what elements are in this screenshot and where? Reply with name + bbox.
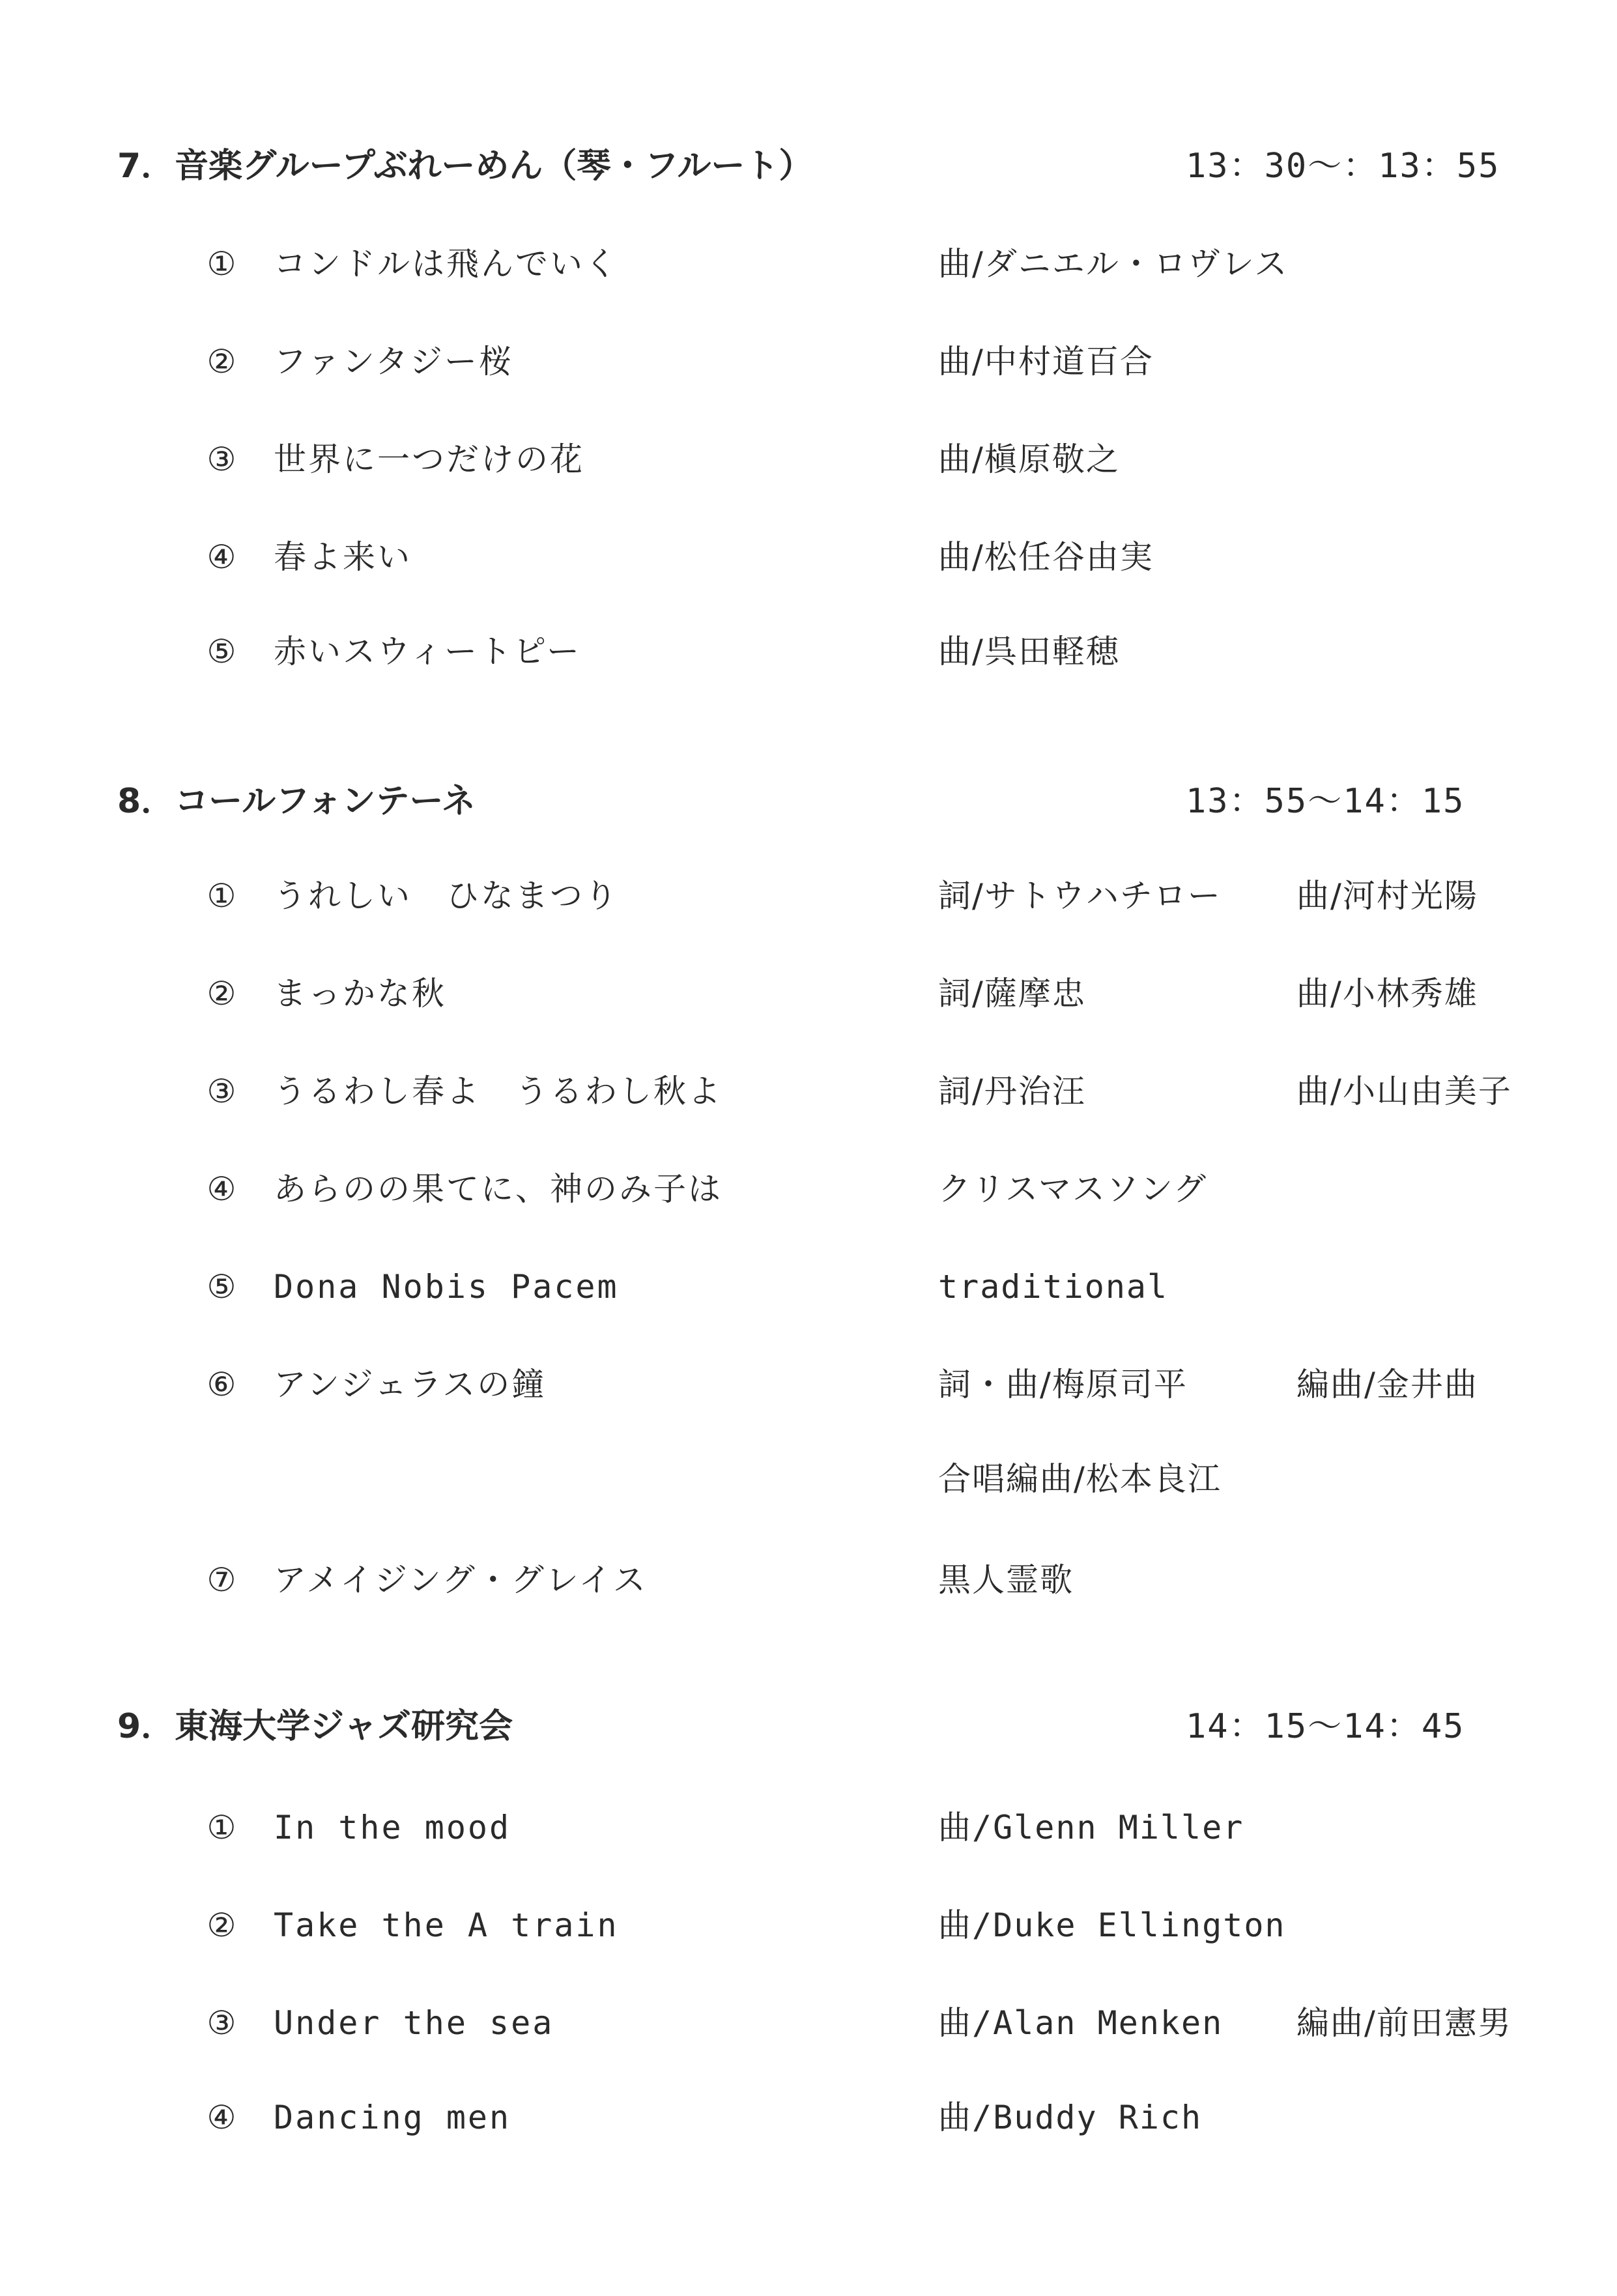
item-number: ⑥ bbox=[207, 1366, 236, 1403]
program-item-continuation bbox=[195, 1450, 1538, 1508]
song-title: Dona Nobis Pacem bbox=[274, 1268, 619, 1306]
song-music-credit: 曲/河村光陽 bbox=[1296, 877, 1478, 915]
song-title: うれしい ひなまつり bbox=[274, 877, 619, 915]
program-item bbox=[195, 430, 1538, 489]
song-credit: 黒人霊歌 bbox=[938, 1561, 1074, 1599]
song-credit: 曲/Buddy Rich bbox=[938, 2099, 1203, 2136]
song-lyrics-credit: 詞/薩摩忠 bbox=[938, 975, 1086, 1012]
section-7-header bbox=[117, 137, 1498, 195]
song-lyrics-credit: 詞/サトウハチロー bbox=[938, 877, 1222, 915]
song-title: ファンタジー桜 bbox=[274, 343, 513, 380]
program-item bbox=[195, 867, 1538, 925]
section-title: 7．音楽グループぶれーめん（琴・フルート） bbox=[117, 147, 813, 186]
item-number: ⑤ bbox=[207, 1268, 236, 1306]
song-title: 世界に一つだけの花 bbox=[274, 440, 584, 478]
song-arrangement-credit: 編曲/前田憲男 bbox=[1296, 2004, 1512, 2042]
item-number: ① bbox=[207, 245, 236, 283]
song-credit: 曲/槇原敬之 bbox=[938, 440, 1120, 478]
program-item bbox=[195, 1257, 1538, 1316]
song-title: まっかな秋 bbox=[274, 975, 446, 1012]
section-time: 13：55～14：15 bbox=[1186, 782, 1465, 821]
item-number: ② bbox=[207, 1906, 236, 1944]
song-credit: 曲/Glenn Miller bbox=[938, 1809, 1244, 1846]
song-credit: traditional bbox=[938, 1268, 1169, 1306]
song-title: 春よ来い bbox=[274, 538, 412, 576]
song-title: 赤いスウィートピー bbox=[274, 633, 581, 670]
song-title: コンドルは飛んでいく bbox=[274, 245, 619, 283]
program-item bbox=[195, 1994, 1538, 2052]
program-item bbox=[195, 235, 1538, 293]
song-credit: 曲/ダニエル・ロヴレス bbox=[938, 245, 1289, 283]
section-time: 13：30～：13：55 bbox=[1186, 147, 1500, 186]
song-music-credit: 曲/小山由美子 bbox=[1296, 1072, 1512, 1110]
program-item bbox=[195, 332, 1538, 391]
program-item bbox=[195, 1896, 1538, 1955]
song-title: Under the sea bbox=[274, 2004, 554, 2042]
song-lyrics-credit: 詞/丹治汪 bbox=[938, 1072, 1086, 1110]
song-title: アメイジング・グレイス bbox=[274, 1561, 648, 1599]
item-number: ③ bbox=[207, 2004, 236, 2042]
song-title: あらのの果てに、神のみ子は bbox=[274, 1170, 723, 1208]
program-item bbox=[195, 2088, 1538, 2147]
song-credit: 曲/呉田軽穂 bbox=[938, 633, 1120, 670]
program-item bbox=[195, 1551, 1538, 1609]
song-credit: 曲/松任谷由実 bbox=[938, 538, 1154, 576]
item-number: ④ bbox=[207, 538, 236, 576]
program-item bbox=[195, 1160, 1538, 1218]
song-title: うるわし春よ うるわし秋よ bbox=[274, 1072, 723, 1110]
section-title: 8．コールフォンテーネ bbox=[117, 782, 476, 821]
item-number: ⑤ bbox=[207, 633, 236, 670]
item-number: ③ bbox=[207, 1072, 236, 1110]
song-title: In the mood bbox=[274, 1809, 511, 1846]
song-credit: 曲/Alan Menken bbox=[938, 2004, 1223, 2042]
item-number: ④ bbox=[207, 2099, 236, 2136]
item-number: ⑦ bbox=[207, 1561, 236, 1599]
choral-arrangement-credit: 合唱編曲/松本良江 bbox=[938, 1460, 1222, 1498]
song-credit: 曲/中村道百合 bbox=[938, 343, 1154, 380]
program-item bbox=[195, 964, 1538, 1023]
section-title: 9．東海大学ジャズ研究会 bbox=[117, 1707, 513, 1746]
section-8-header bbox=[117, 772, 1498, 831]
program-item bbox=[195, 528, 1538, 586]
program-item bbox=[195, 1062, 1538, 1121]
song-credit: 曲/Duke Ellington bbox=[938, 1906, 1286, 1944]
song-arrangement-credit: 編曲/金井曲 bbox=[1296, 1366, 1478, 1403]
item-number: ③ bbox=[207, 440, 236, 478]
section-9-header bbox=[117, 1697, 1498, 1756]
item-number: ② bbox=[207, 343, 236, 380]
song-title: Dancing men bbox=[274, 2099, 511, 2136]
song-title: Take the A train bbox=[274, 1906, 619, 1944]
item-number: ④ bbox=[207, 1170, 236, 1208]
song-title: アンジェラスの鐘 bbox=[274, 1366, 547, 1403]
section-time: 14：15～14：45 bbox=[1186, 1707, 1465, 1746]
song-music-credit: 曲/小林秀雄 bbox=[1296, 975, 1478, 1012]
item-number: ① bbox=[207, 1809, 236, 1846]
program-item bbox=[195, 622, 1538, 681]
item-number: ① bbox=[207, 877, 236, 915]
song-credit: 詞・曲/梅原司平 bbox=[938, 1366, 1188, 1403]
item-number: ② bbox=[207, 975, 236, 1012]
program-item bbox=[195, 1798, 1538, 1857]
song-credit: クリスマスソング bbox=[938, 1170, 1207, 1208]
program-item bbox=[195, 1355, 1538, 1414]
